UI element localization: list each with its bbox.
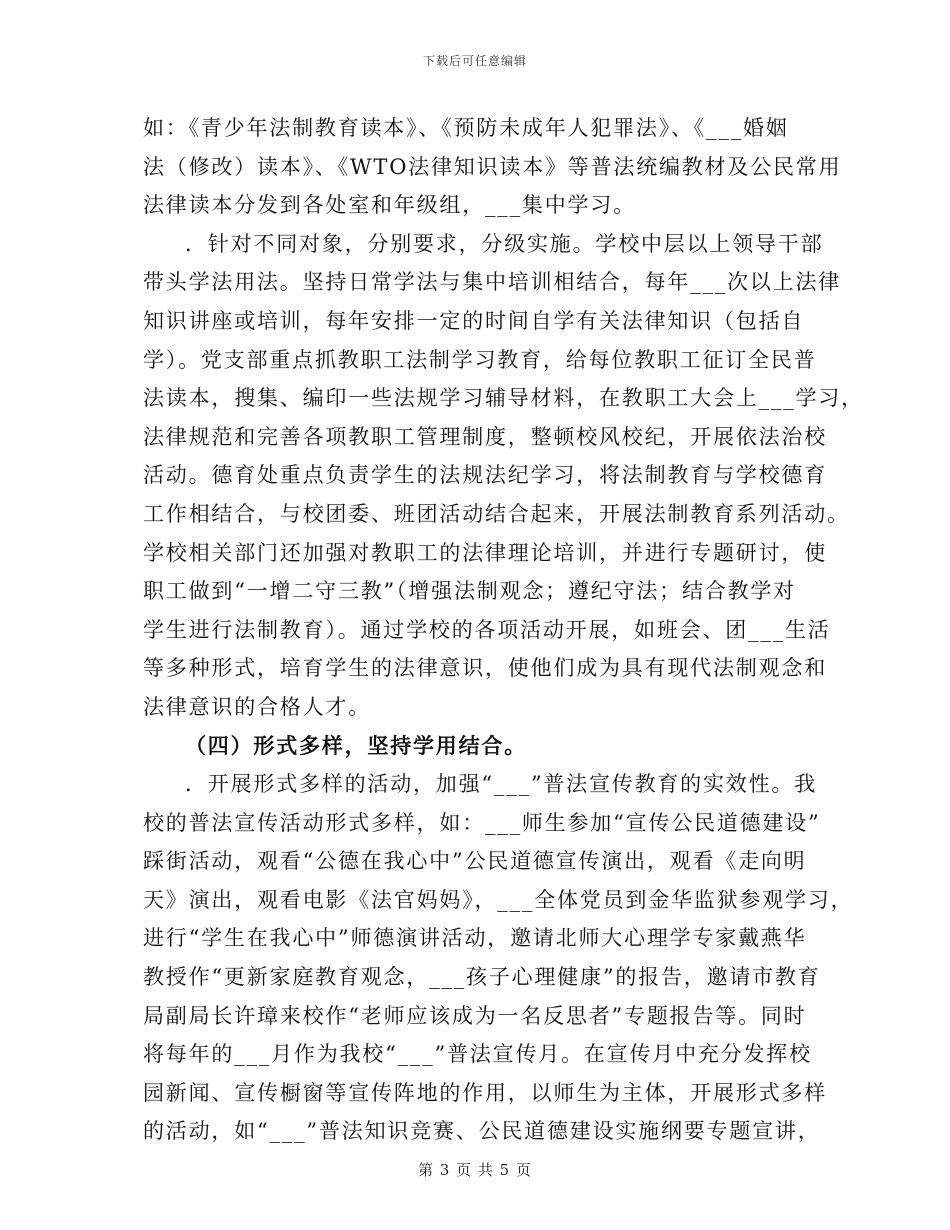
body-line: 如：《青少年法制教育读本》、《预防未成年人犯罪法》、《___婚姻 bbox=[143, 116, 789, 140]
page-header: 下载后可任意编辑 bbox=[422, 54, 527, 68]
body-line: 学校相关部门还加强对教职工的法律理论培训，并进行专题研讨，使 bbox=[143, 540, 827, 565]
body-line: 校的普法宣传活动形式多样，如：___师生参加“宣传公民道德建设” bbox=[143, 810, 821, 835]
body-line: 职工做到“一增二守三教”（增强法制观念；遵纪守法；结合教学对 bbox=[143, 579, 796, 604]
body-line: 带头学法用法。坚持日常学法与集中培训相结合，每年___次以上法律 bbox=[143, 270, 842, 295]
paragraph-start-line: ．开展形式多样的活动，加强“___”普法宣传教育的实效性。我 bbox=[185, 772, 817, 797]
body-line: 将每年的___月作为我校“___”普法宣传月。在宣传月中充分发挥校 bbox=[143, 1042, 812, 1067]
body-line: 法（修改）读本》、《WTO法律知识读本》等普法统编教材及公民常用 bbox=[143, 154, 842, 179]
body-line: 等多种形式，培育学生的法律意识，使他们成为具有现代法制观念和 bbox=[143, 656, 827, 681]
body-line: 法读本，搜集、编印一些法规学习辅导材料，在教职工大会上___学习， bbox=[143, 386, 864, 411]
body-line: 踩街活动，观看“公德在我心中”公民道德宣传演出，观看《走向明 bbox=[143, 849, 807, 874]
body-line: 学）。党支部重点抓教职工法制学习教育，给每位教职工征订全民普 bbox=[143, 347, 817, 372]
body-line: 知识讲座或培训，每年安排一定的时间自学有关法律知识（包括自 bbox=[143, 308, 805, 333]
body-line: 天》演出，观看电影《法官妈妈》，___全体党员到金华监狱参观学习， bbox=[143, 887, 854, 912]
document-body bbox=[143, 112, 864, 1154]
body-line: 的活动，如“___”普法知识竞赛、公民道德建设实施纲要专题宣讲， bbox=[143, 1119, 821, 1144]
body-line: 工作相结合，与校团委、班团活动结合起来，开展法制教育系列活动。 bbox=[143, 501, 850, 526]
body-line: 园新闻、宣传橱窗等宣传阵地的作用，以师生为主体，开展形式多样 bbox=[143, 1080, 827, 1105]
body-line: 法律规范和完善各项教职工管理制度，整顿校风校纪，开展依法治校 bbox=[143, 424, 827, 449]
body-line: 进行“学生在我心中”师德演讲活动，邀请北师大心理学专家戴燕华 bbox=[143, 926, 807, 951]
body-line: 法律读本分发到各处室和年级组，___集中学习。 bbox=[143, 193, 636, 218]
body-line: 教授作“更新家庭教育观念，___孩子心理健康”的报告，邀请市教育 bbox=[143, 965, 821, 990]
page-footer: 第 3 页 共 5 页 bbox=[418, 1161, 532, 1179]
body-line: 活动。德育处重点负责学生的法规法纪学习，将法制教育与学校德育 bbox=[143, 463, 827, 488]
paragraph-start-line: ．针对不同对象，分别要求，分级实施。学校中层以上领导干部 bbox=[185, 231, 824, 256]
section-heading: （四）形式多样，坚持学用结合。 bbox=[185, 732, 527, 758]
body-line: 学生进行法制教育）。通过学校的各项活动开展，如班会、团___生活 bbox=[143, 617, 831, 642]
body-line: 法律意识的合格人才。 bbox=[143, 694, 371, 719]
body-line: 局副局长许璋来校作“老师应该成为一名反思者”专题报告等。同时 bbox=[143, 1003, 807, 1028]
